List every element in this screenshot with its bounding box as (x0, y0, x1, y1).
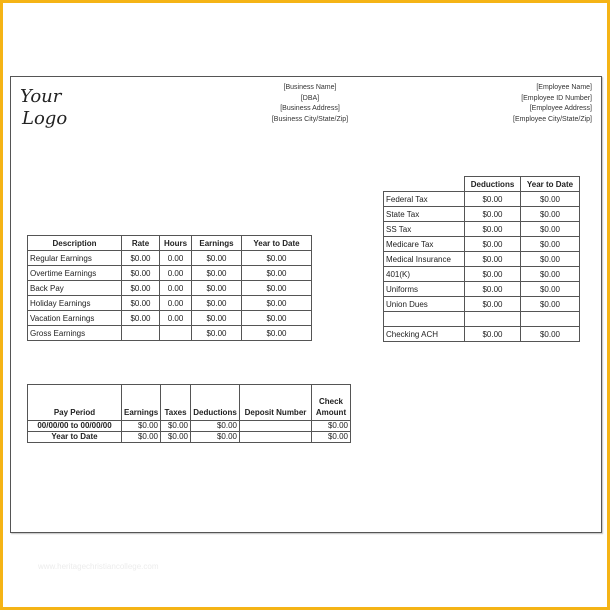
table-row (384, 282, 580, 297)
deductions-cell: $0.00 (521, 237, 580, 252)
earnings-header-rate: Rate (122, 236, 160, 251)
summary-cell: $0.00 (122, 421, 161, 432)
table-row (28, 311, 312, 326)
deductions-cell: $0.00 (521, 327, 580, 342)
earnings-cell: 0.00 (160, 251, 192, 266)
deductions-cell: $0.00 (521, 297, 580, 312)
deductions-cell: SS Tax (384, 222, 465, 237)
deductions-cell: $0.00 (465, 282, 521, 297)
earnings-header-description: Description (28, 236, 122, 251)
summary-cell: $0.00 (191, 432, 240, 443)
deductions-cell: 401(K) (384, 267, 465, 282)
deductions-cell: $0.00 (521, 192, 580, 207)
deductions-cell: $0.00 (465, 222, 521, 237)
deductions-cell: Federal Tax (384, 192, 465, 207)
table-row (28, 432, 351, 443)
deductions-cell: $0.00 (521, 282, 580, 297)
summary-header-pay-period: Pay Period (28, 385, 122, 421)
earnings-cell: Vacation Earnings (28, 311, 122, 326)
summary-header-deductions: Deductions (191, 385, 240, 421)
deductions-header-ytd: Year to Date (521, 177, 580, 192)
summary-header-deposit-number: Deposit Number (240, 385, 312, 421)
earnings-cell (160, 326, 192, 341)
earnings-cell: $0.00 (242, 281, 312, 296)
earnings-cell: 0.00 (160, 266, 192, 281)
business-address: [Business Address] (280, 105, 340, 112)
employee-address: [Employee Address] (529, 105, 592, 112)
earnings-cell: $0.00 (242, 311, 312, 326)
table-row (384, 192, 580, 207)
earnings-cell: $0.00 (192, 311, 242, 326)
table-row (28, 266, 312, 281)
earnings-cell: $0.00 (122, 251, 160, 266)
earnings-cell: Back Pay (28, 281, 122, 296)
business-city-state-zip: [Business City/State/Zip] (271, 115, 349, 123)
deductions-cell: $0.00 (465, 267, 521, 282)
table-row (384, 237, 580, 252)
earnings-cell: 0.00 (160, 311, 192, 326)
table-row (28, 421, 351, 432)
watermark-text: www.heritagechristiancollege.com (38, 562, 159, 571)
earnings-cell: $0.00 (192, 296, 242, 311)
summary-header-earnings: Earnings (122, 385, 161, 421)
employee-city-state-zip: [Employee City/State/Zip] (513, 115, 592, 123)
earnings-cell: Regular Earnings (28, 251, 122, 266)
business-dba: [DBA] (300, 94, 320, 102)
business-name: [Business Name] (283, 84, 337, 91)
logo-placeholder (20, 86, 80, 130)
deductions-cell: $0.00 (465, 207, 521, 222)
deductions-cell: Union Dues (384, 297, 465, 312)
earnings-cell: $0.00 (192, 251, 242, 266)
earnings-cell: 0.00 (160, 281, 192, 296)
earnings-cell: 0.00 (160, 296, 192, 311)
employee-id: [Employee ID Number] (521, 94, 592, 102)
earnings-cell: $0.00 (242, 296, 312, 311)
summary-header-check-amount: Check Amount (312, 385, 351, 421)
table-row (384, 327, 580, 342)
earnings-cell: $0.00 (122, 281, 160, 296)
summary-cell: $0.00 (312, 421, 351, 432)
summary-cell (240, 421, 312, 432)
summary-header-taxes: Taxes (161, 385, 191, 421)
table-row (384, 267, 580, 282)
table-row (28, 251, 312, 266)
table-row (384, 207, 580, 222)
table-row (28, 281, 312, 296)
earnings-cell: $0.00 (192, 326, 242, 341)
deductions-cell (521, 312, 580, 327)
logo-line-1: Your (20, 86, 62, 107)
summary-cell: Year to Date (28, 432, 122, 443)
business-info (230, 83, 390, 125)
deductions-cell: $0.00 (465, 192, 521, 207)
summary-cell: 00/00/00 to 00/00/00 (28, 421, 122, 432)
earnings-table (27, 235, 312, 341)
deductions-cell: $0.00 (465, 237, 521, 252)
deductions-cell: Medical Insurance (384, 252, 465, 267)
pay-summary-table (27, 384, 351, 443)
deductions-cell (384, 312, 465, 327)
earnings-cell: $0.00 (122, 266, 160, 281)
deductions-cell: Medicare Tax (384, 237, 465, 252)
earnings-cell: $0.00 (242, 251, 312, 266)
summary-cell (240, 432, 312, 443)
deductions-header-deductions: Deductions (465, 177, 521, 192)
deductions-cell: $0.00 (465, 327, 521, 342)
summary-header-row (28, 385, 351, 421)
table-row (28, 296, 312, 311)
earnings-cell: Holiday Earnings (28, 296, 122, 311)
earnings-cell: $0.00 (242, 326, 312, 341)
earnings-cell: Gross Earnings (28, 326, 122, 341)
deductions-cell: Checking ACH (384, 327, 465, 342)
summary-cell: $0.00 (312, 432, 351, 443)
earnings-header-earnings: Earnings (192, 236, 242, 251)
earnings-cell: Overtime Earnings (28, 266, 122, 281)
deductions-cell: $0.00 (521, 267, 580, 282)
employee-info (432, 83, 592, 125)
earnings-header-hours: Hours (160, 236, 192, 251)
earnings-cell (122, 326, 160, 341)
table-row (384, 297, 580, 312)
table-row (384, 222, 580, 237)
deductions-table (383, 176, 580, 342)
table-row (28, 326, 312, 341)
summary-cell: $0.00 (122, 432, 161, 443)
deductions-cell: $0.00 (465, 252, 521, 267)
deductions-cell: $0.00 (521, 222, 580, 237)
deductions-header-row (384, 177, 580, 192)
earnings-cell: $0.00 (122, 296, 160, 311)
earnings-cell: $0.00 (192, 281, 242, 296)
deductions-cell: State Tax (384, 207, 465, 222)
earnings-header-ytd: Year to Date (242, 236, 312, 251)
deductions-cell: $0.00 (465, 297, 521, 312)
deductions-cell (465, 312, 521, 327)
table-row (384, 252, 580, 267)
summary-cell: $0.00 (161, 421, 191, 432)
earnings-header-row (28, 236, 312, 251)
logo-line-2: Logo (22, 108, 68, 129)
employee-name: [Employee Name] (536, 84, 592, 91)
summary-cell: $0.00 (191, 421, 240, 432)
earnings-cell: $0.00 (122, 311, 160, 326)
summary-cell: $0.00 (161, 432, 191, 443)
table-row (384, 312, 580, 327)
deductions-cell: $0.00 (521, 207, 580, 222)
earnings-cell: $0.00 (192, 266, 242, 281)
deductions-cell: $0.00 (521, 252, 580, 267)
earnings-cell: $0.00 (242, 266, 312, 281)
deductions-cell: Uniforms (384, 282, 465, 297)
deductions-header-blank (384, 177, 465, 192)
